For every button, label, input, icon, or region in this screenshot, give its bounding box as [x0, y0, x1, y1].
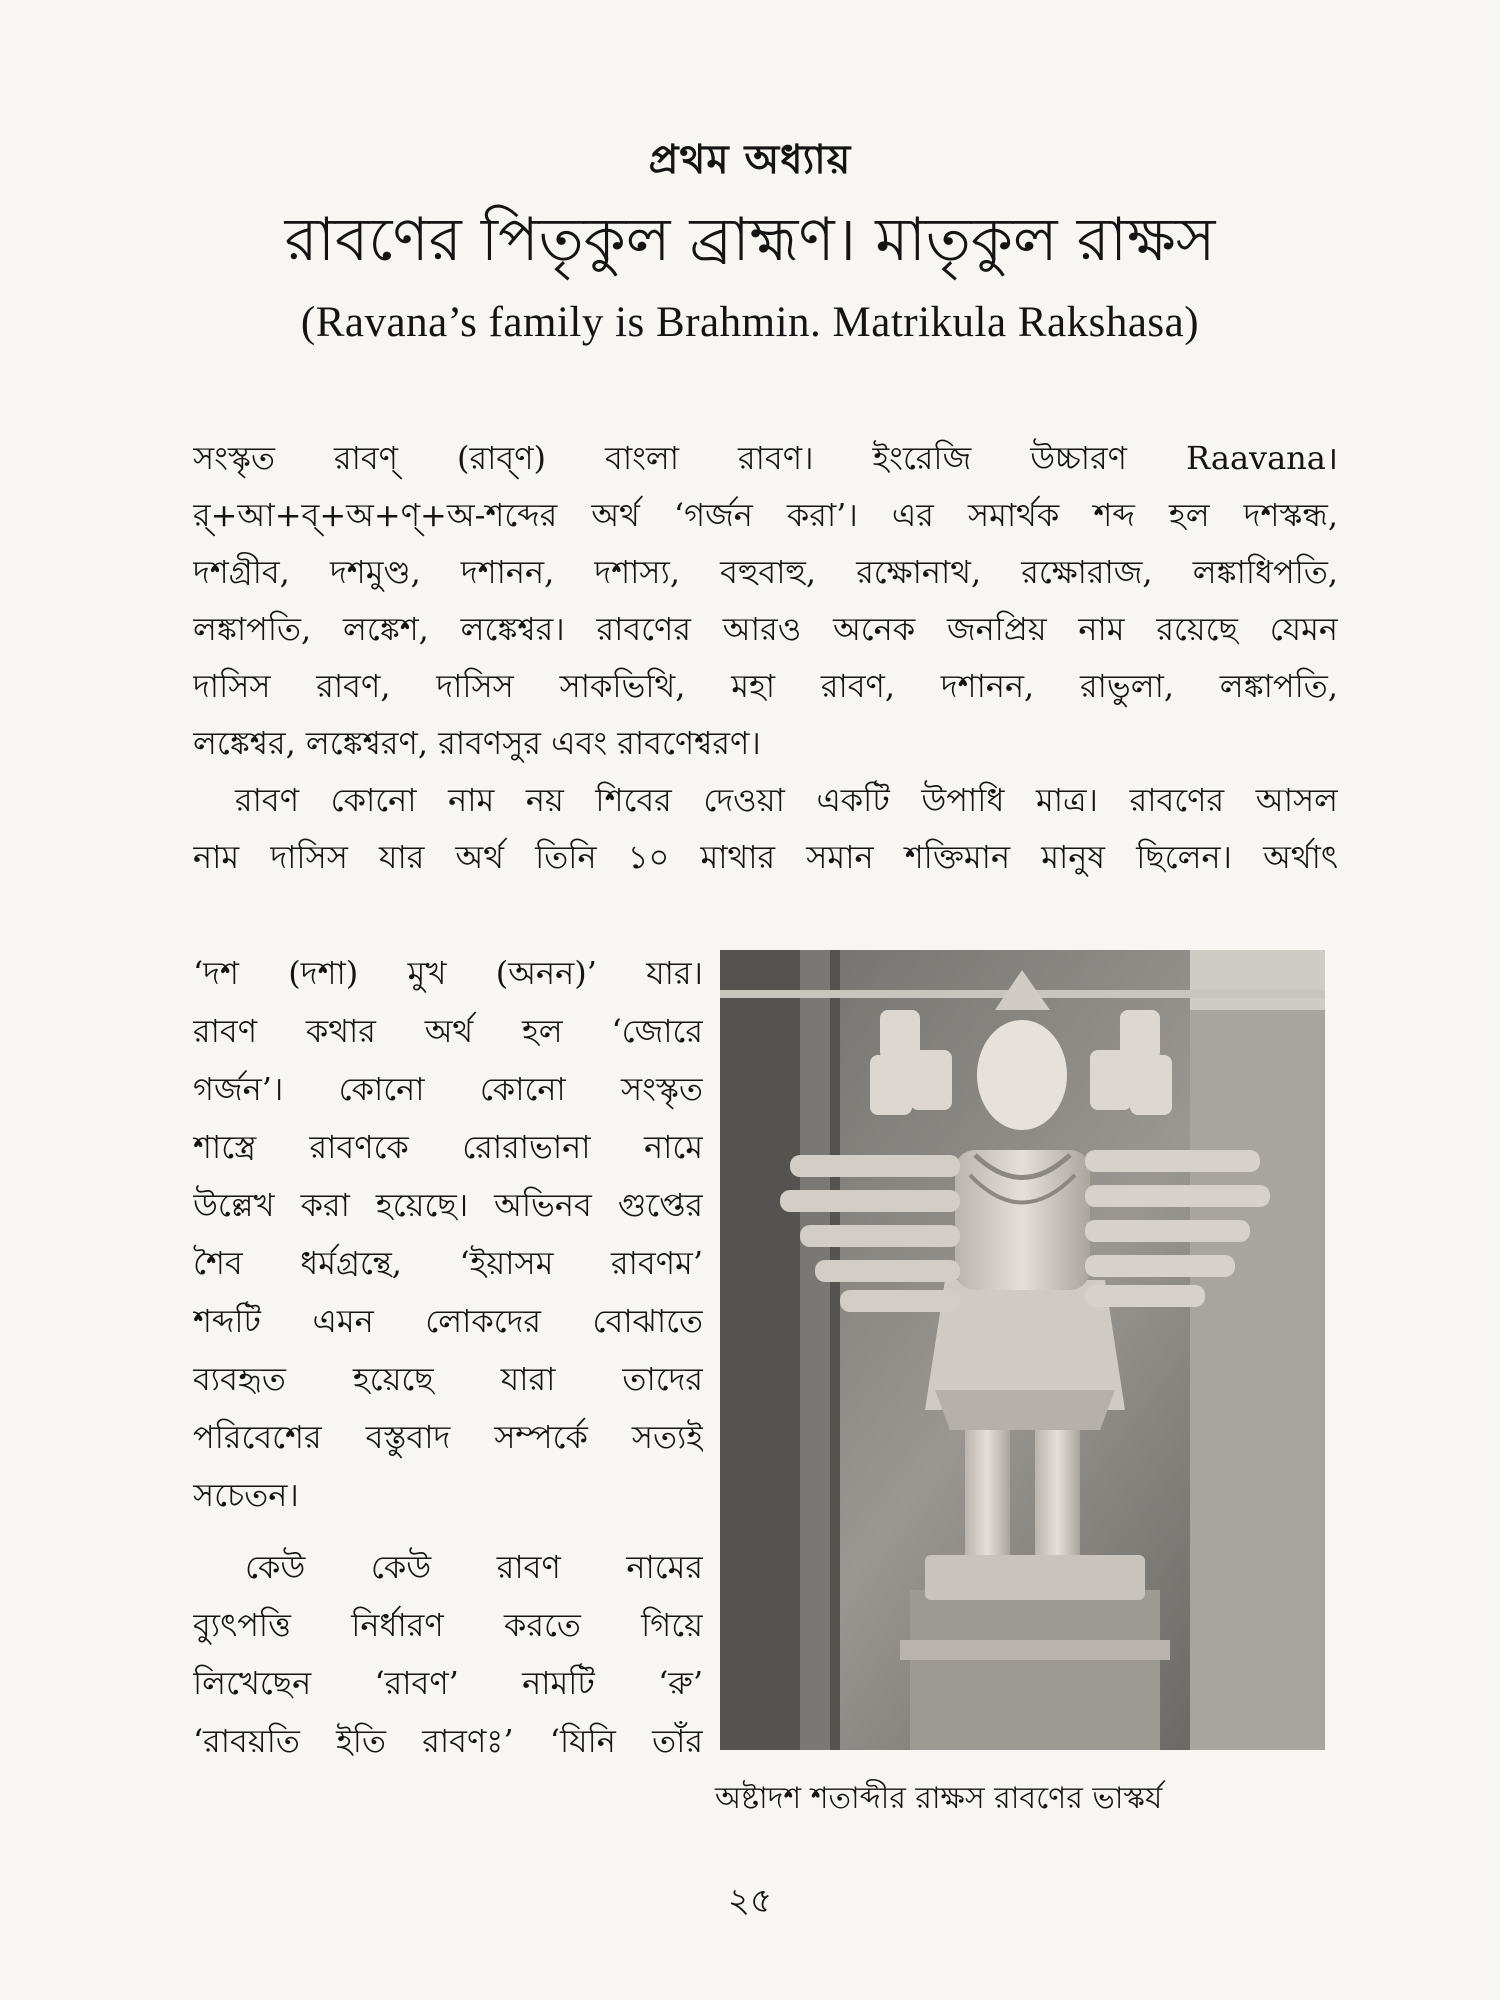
chapter-label: প্রথম অধ্যায়	[648, 136, 852, 183]
ravana-sculpture-photo	[720, 950, 1325, 1750]
page-number: ২৫	[727, 1881, 773, 1921]
paragraph-line: সংস্কৃত রাবণ্ (রাব্‌ণ) বাংলা রাবণ। ইংরেজি উচ্চারণ Raavana।	[193, 439, 1338, 477]
chapter-title: রাবণের পিতৃকুল ব্রাহ্মণ। মাতৃকুল রাক্ষস	[284, 205, 1216, 275]
paragraph-line: দশগ্রীব, দশমুণ্ড, দশানন, দশাস্য, বহুবাহু, রক্ষোনাথ, রক্ষোরাজ, লঙ্কাধিপতি,	[193, 553, 1338, 591]
paragraph-line: শব্দটি এমন লোকদের বোঝাতে	[193, 1302, 703, 1340]
paragraph-3	[193, 1538, 703, 1770]
paragraph-line: শাস্ত্রে রাবণকে রোরাভানা নামে	[193, 1128, 703, 1166]
paragraph-line: ব্যুৎপত্তি নির্ধারণ করতে গিয়ে	[193, 1606, 703, 1644]
paragraph-line: গর্জন’। কোনো কোনো সংস্কৃত	[193, 1070, 703, 1108]
paragraph-2-wrapped	[193, 944, 703, 1524]
paragraph-line: ‘দশ (দশা) মুখ (অনন)’ যার।	[193, 954, 703, 992]
paragraph-1	[193, 430, 1338, 772]
paragraph-line: কেউ কেউ রাবণ নামের	[245, 1548, 703, 1586]
paragraph-line: সচেতন।	[193, 1476, 299, 1514]
paragraph-line: শৈব ধর্মগ্রন্থে, ‘ইয়াসম রাবণম’	[193, 1244, 703, 1282]
sculpture-figure	[720, 950, 1325, 1750]
paragraph-line: উল্লেখ করা হয়েছে। অভিনব গুপ্তের	[193, 1186, 703, 1224]
paragraph-line: লঙ্কেশ্বর, লঙ্কেশ্বরণ, রাবণসুর এবং রাবণেশ্বরণ।	[193, 724, 761, 762]
paragraph-line: র্‌+আ+ব্‌+অ+ণ্‌+অ-শব্দের অর্থ ‘গর্জন করা’। এর সমার্থক শব্দ হল দশস্কন্ধ,	[193, 496, 1338, 534]
paragraph-line: রাবণ কথার অর্থ হল ‘জোরে	[193, 1012, 703, 1050]
figure-caption: অষ্টাদশ শতাব্দীর রাক্ষস রাবণের ভাস্কর্য	[715, 1781, 1163, 1816]
paragraph-line: নাম দাসিস যার অর্থ তিনি ১০ মাথার সমান শক্তিমান মানুষ ছিলেন। অর্থাৎ	[193, 838, 1338, 876]
paragraph-line: লঙ্কাপতি, লঙ্কেশ, লঙ্কেশ্বর। রাবণের আরও অনেক জনপ্রিয় নাম রয়েছে যেমন	[193, 610, 1338, 648]
paragraph-line: পরিবেশের বস্তুবাদ সম্পর্কে সত্যই	[193, 1418, 703, 1456]
paragraph-2	[193, 772, 1338, 886]
paragraph-line: ‘রাবয়তি ইতি রাবণঃ’ ‘যিনি তাঁর	[193, 1722, 703, 1760]
paragraph-line: লিখেছেন ‘রাবণ’ নামটি ‘রু’	[193, 1664, 703, 1702]
chapter-subtitle: (Ravana’s family is Brahmin. Matrikula Rakshasa)	[300, 299, 1200, 346]
paragraph-line: ব্যবহৃত হয়েছে যারা তাদের	[193, 1360, 703, 1398]
paragraph-line: দাসিস রাবণ, দাসিস সাকভিথি, মহা রাবণ, দশানন, রাভুলা, লঙ্কাপতি,	[193, 667, 1338, 705]
paragraph-line: রাবণ কোনো নাম নয় শিবের দেওয়া একটি উপাধি মাত্র। রাবণের আসল	[235, 781, 1338, 819]
